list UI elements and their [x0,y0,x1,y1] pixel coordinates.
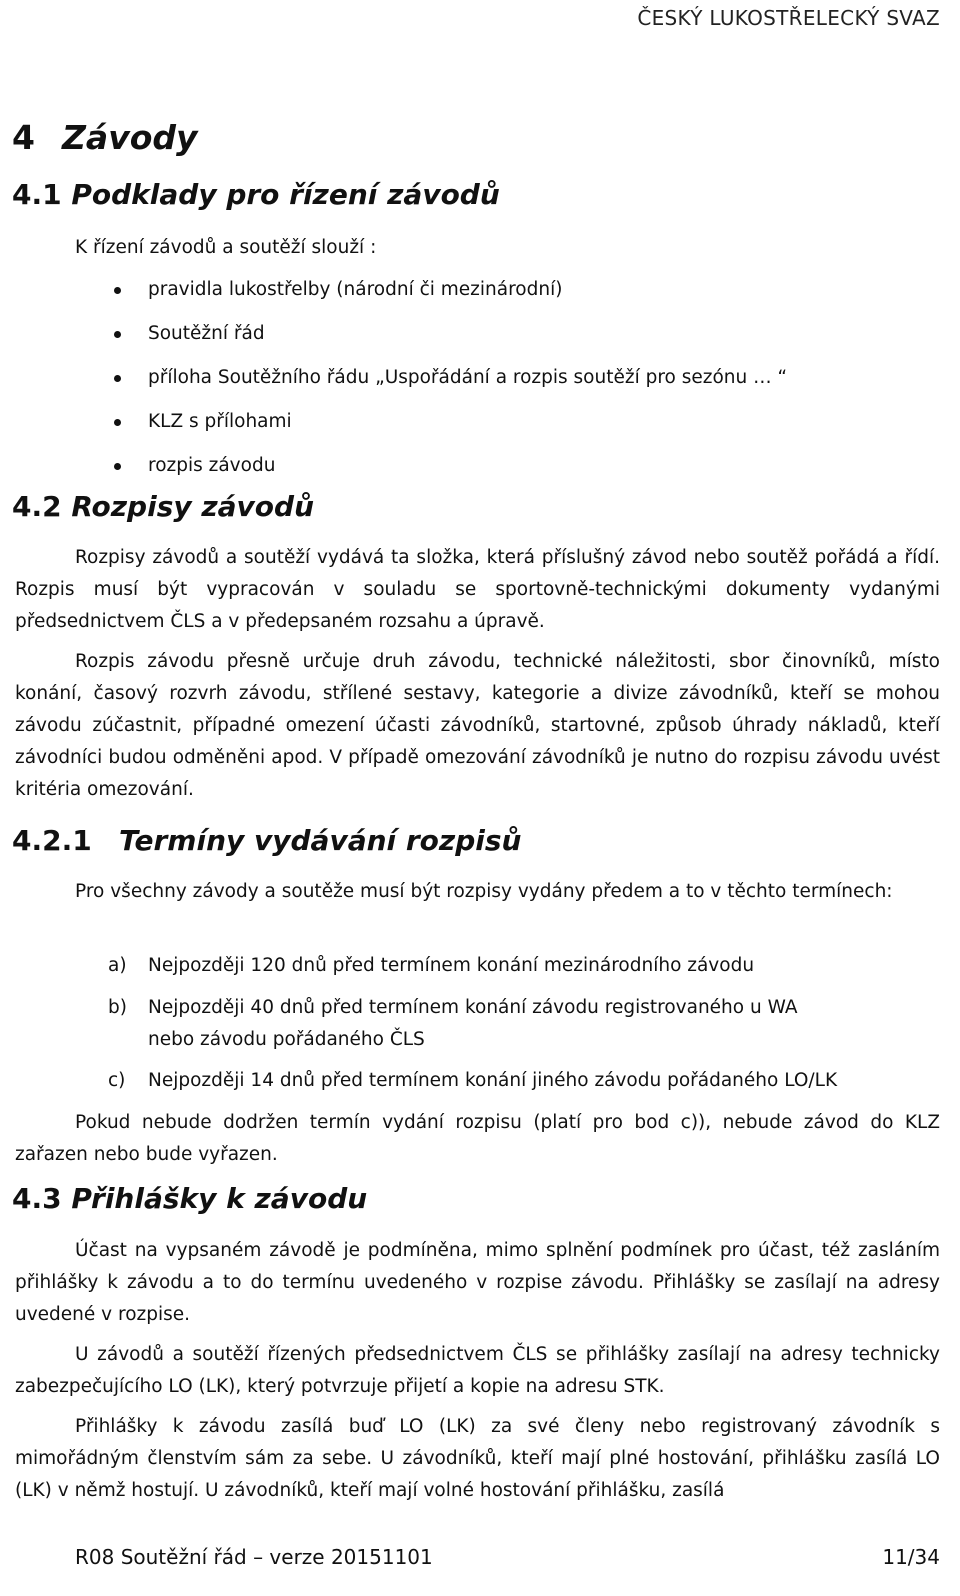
section-4-3-paragraph-3: Přihlášky k závodu zasílá buď LO (LK) za své členy nebo registrovaný závodník s mimořádným členstvím sám za sebe. U závodníků, kteří mají plné hostování, přihlášku zasílá LO (LK) v němž hostují. U závodníků, kteří mají volné hostování přihlášku, zasílá [15,1416,940,1501]
section-4-3-paragraph-2: U závodů a soutěží řízených předsednictvem ČLS se přihlášky zasílají na adresy technicky zabezpečujícího LO (LK), který potvrzuje přijetí a kopie na adresu STK. [15,1344,940,1397]
list-item: rozpis závodu [75,450,787,494]
section-4-2-paragraph-1: Rozpisy závodů a soutěží vydává ta složka, která příslušný závod nebo soutěž pořádá a řídí. Rozpis musí být vypracován v souladu se sportovně-technickými dokumenty vydanými předsednictvem ČLS a v předepsaném rozsahu a úpravě. [15,547,940,632]
section-4-1-list [75,274,787,494]
section-4-3-paragraph-1: Účast na vypsaném závodě je podmíněna, mimo splnění podmínek pro účast, též zasláním přihlášky k závodu a to do termínu uvedeného v rozpise závodu. Přihlášky se zasílají na adresy uvedené v rozpise. [15,1240,940,1325]
section-4-2-heading [12,490,314,523]
bullet-icon [114,419,121,426]
section-title: Termíny vydávání rozpisů [119,824,522,857]
footer-document-name: R08 Soutěžní řád – verze 20151101 [75,1545,433,1569]
section-4-3-heading [12,1182,367,1215]
footer-page-number: 11/34 [882,1545,940,1569]
bullet-icon [114,331,121,338]
list-item: příloha Soutěžního řádu „Uspořádání a rozpis soutěží pro sezónu … “ [75,362,787,406]
deadline-item-a: a) Nejpozději 120 dnů před termínem konání mezinárodního závodu [108,955,755,976]
deadline-item-b: b) Nejpozději 40 dnů před termínem konání závodu registrovaného u WA nebo závodu pořádaného ČLS [108,997,798,1050]
section-number: 4.1 [12,178,62,211]
section-title: Rozpisy závodů [71,490,315,523]
bullet-icon [114,287,121,294]
section-title: Přihlášky k závodu [71,1182,368,1215]
section-4-2-1-heading [12,824,521,857]
list-item: KLZ s přílohami [75,406,787,450]
section-number: 4.2 [12,490,62,523]
chapter-number: 4 [12,118,35,157]
bullet-icon [114,375,121,382]
section-4-2-paragraph-2: Rozpis závodu přesně určuje druh závodu, technické náležitosti, sbor činovníků, místo konání, časový rozvrh závodu, střílené sestavy, kategorie a divize závodníků, kteří se mohou závodu zúčastnit, případné omezení účasti závodníků, startovné, způsob úhrady nákladů, kteří závodníci budou odměněni apod. V případě omezování závodníků je nutno do rozpisu závodu uvést kritéria omezování. [15,651,940,800]
page-footer [75,1545,940,1569]
bullet-icon [114,463,121,470]
chapter-title: Závody [62,118,198,157]
section-number: 4.2.1 [12,824,92,857]
section-title: Podklady pro řízení závodů [71,178,500,211]
section-4-2-1-outro: Pokud nebude dodržen termín vydání rozpisu (platí pro bod c)), nebude závod do KLZ zařazen nebo bude vyřazen. [15,1112,940,1165]
page-header-org: ČESKÝ LUKOSTŘELECKÝ SVAZ [637,6,940,30]
section-number: 4.3 [12,1182,62,1215]
list-item: pravidla lukostřelby (národní či mezinárodní) [75,274,787,318]
list-item: Soutěžní řád [75,318,787,362]
chapter-heading [12,118,198,157]
section-4-1-heading [12,178,500,211]
section-4-2-1-intro: Pro všechny závody a soutěže musí být rozpisy vydány předem a to v těchto termínech: [75,881,893,902]
deadline-item-c: c) Nejpozději 14 dnů před termínem konání jiného závodu pořádaného LO/LK [108,1070,838,1091]
section-4-1-intro: K řízení závodů a soutěží slouží : [75,237,377,258]
